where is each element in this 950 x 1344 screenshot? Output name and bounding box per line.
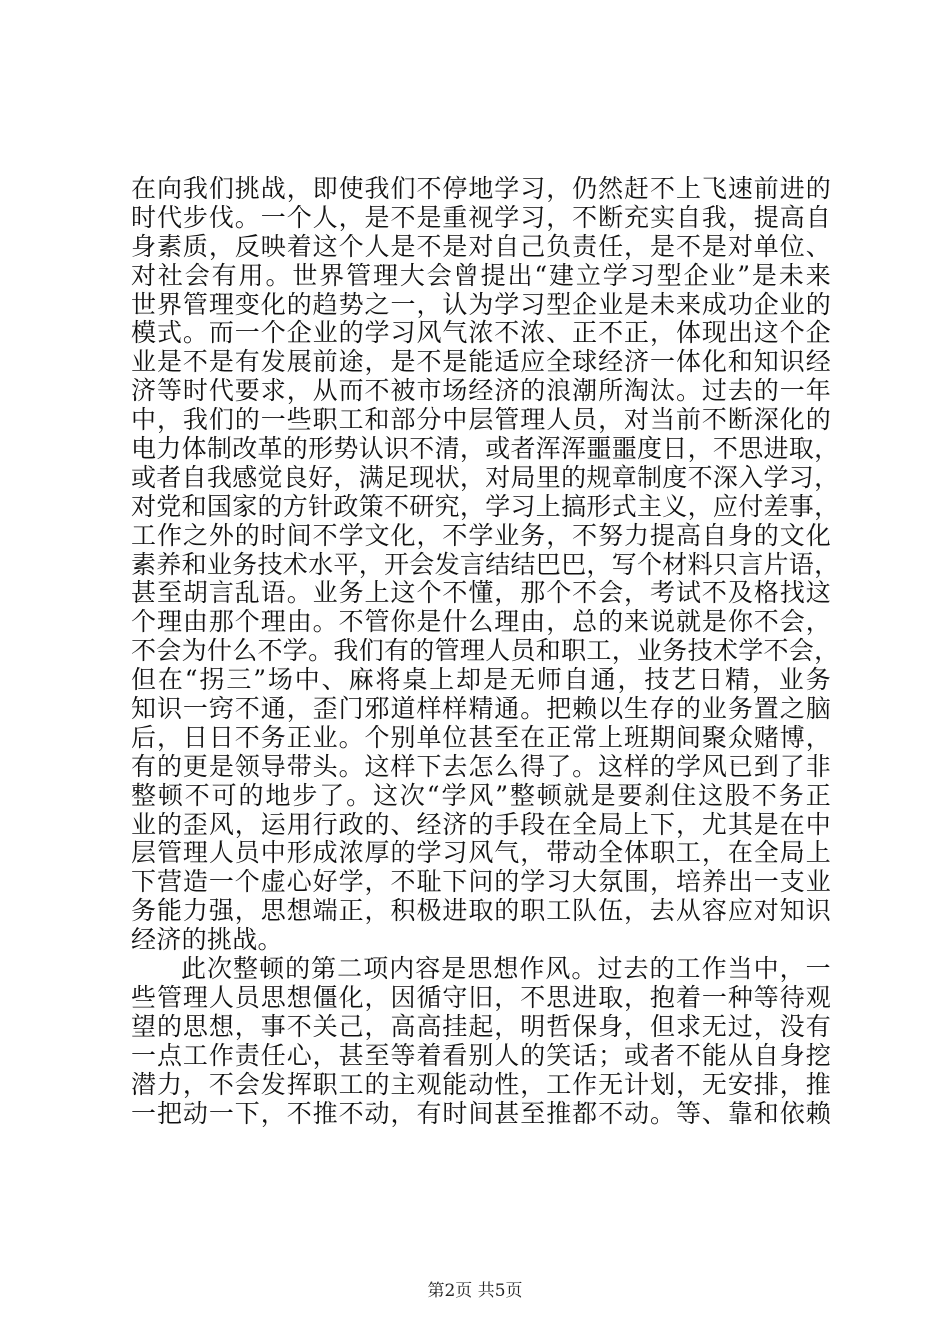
text-line: 层管理人员中形成浓厚的学习风气，带动全体职工，在全局上 xyxy=(131,838,831,868)
text-line: 在向我们挑战，即使我们不停地学习，仍然赶不上飞速前进的 xyxy=(131,174,831,203)
text-line: 知识一窍不通，歪门邪道样样精通。把赖以生存的业务置之脑 xyxy=(131,694,831,724)
text-line: 后，日日不务正业。个别单位甚至在正常上班期间聚众赌博， xyxy=(131,722,831,752)
text-line: 下营造一个虚心好学，不耻下问的学习大氛围，培养出一支业 xyxy=(131,867,831,897)
text-line: 一把动一下，不推不动，有时间甚至推都不动。等、靠和依赖 xyxy=(131,1098,831,1128)
text-line: 素养和业务技术水平，开会发言结结巴巴，写个材料只言片语， xyxy=(131,549,840,579)
body-text xyxy=(131,174,840,1128)
text-line: 济等时代要求，从而不被市场经济的浪潮所淘汰。过去的一年 xyxy=(131,376,831,406)
text-line: 时代步伐。一个人，是不是重视学习，不断充实自我，提高自 xyxy=(131,202,831,232)
text-line: 电力体制改革的形势认识不清，或者浑浑噩噩度日，不思进取， xyxy=(131,434,840,464)
text-line: 或者自我感觉良好，满足现状，对局里的规章制度不深入学习， xyxy=(131,462,840,492)
text-line: 甚至胡言乱语。业务上这个不懂，那个不会，考试不及格找这 xyxy=(131,578,831,608)
text-line: 些管理人员思想僵化，因循守旧，不思进取，抱着一种等待观 xyxy=(131,982,831,1012)
text-line: 世界管理变化的趋势之一，认为学习型企业是未来成功企业的 xyxy=(131,289,831,319)
text-line: 工作之外的时间不学文化，不学业务，不努力提高自身的文化 xyxy=(131,520,831,550)
text-line: 整顿不可的地步了。这次“学风”整顿就是要刹住这股不务正 xyxy=(131,780,831,810)
page-footer xyxy=(0,1276,950,1301)
text-line: 务能力强，思想端正，积极进取的职工队伍，去从容应对知识 xyxy=(131,896,831,926)
text-line: 望的思想，事不关己，高高挂起，明哲保身，但求无过，没有 xyxy=(131,1011,831,1041)
text-line: 模式。而一个企业的学习风气浓不浓、正不正，体现出这个企 xyxy=(131,318,831,348)
text-line: 个理由那个理由。不管你是什么理由，总的来说就是你不会， xyxy=(131,607,831,637)
text-line: 中，我们的一些职工和部分中层管理人员，对当前不断深化的 xyxy=(131,405,831,435)
text-line: 对社会有用。世界管理大会曾提出“建立学习型企业”是未来 xyxy=(131,260,831,290)
text-line: 有的更是领导带头。这样下去怎么得了。这样的学风已到了非 xyxy=(131,751,831,781)
text-line: 业的歪风，运用行政的、经济的手段在全局上下，尤其是在中 xyxy=(131,809,831,839)
text-line: 业是不是有发展前途，是不是能适应全球经济一体化和知识经 xyxy=(131,347,831,377)
text-line: 不会为什么不学。我们有的管理人员和职工，业务技术学不会， xyxy=(131,636,840,666)
text-line: 但在“拐三”场中、麻将桌上却是无师自通，技艺日精，业务 xyxy=(131,665,831,695)
text-line: 身素质，反映着这个人是不是对自己负责任，是不是对单位、 xyxy=(131,231,831,261)
text-line: 对党和国家的方针政策不研究，学习上搞形式主义，应付差事， xyxy=(131,491,840,521)
text-line: 经济的挑战。 xyxy=(131,925,283,955)
text-line: 一点工作责任心，甚至等着看别人的笑话；或者不能从自身挖 xyxy=(131,1040,831,1070)
text-line: 潜力，不会发挥职工的主观能动性，工作无计划，无安排，推 xyxy=(131,1069,831,1099)
text-line-paragraph-start: 此次整顿的第二项内容是思想作风。过去的工作当中，一 xyxy=(181,954,831,984)
page-number: 第2页 共5页 xyxy=(427,1281,523,1301)
